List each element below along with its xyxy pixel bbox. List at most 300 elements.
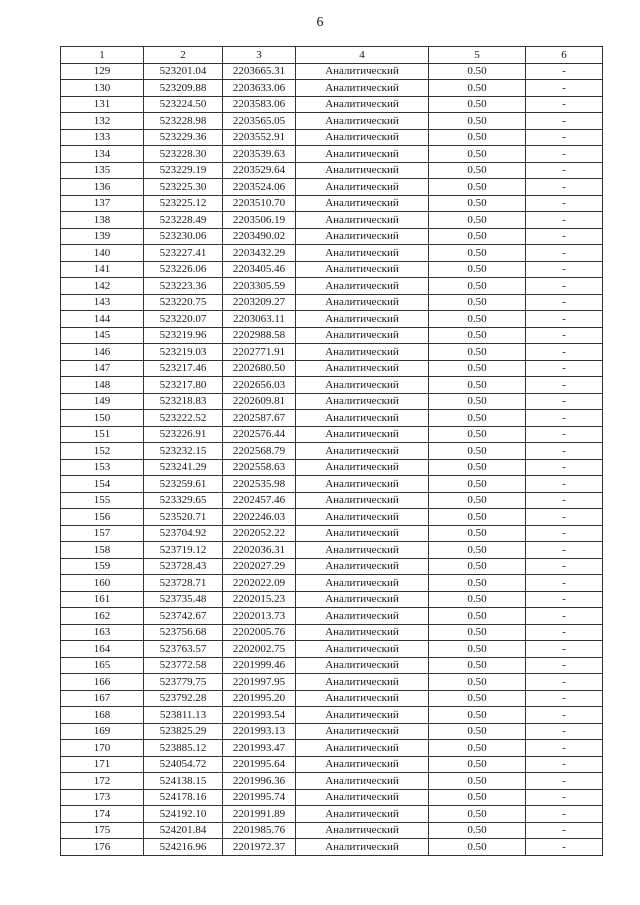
cell-accuracy: 0.50 <box>429 459 526 476</box>
cell-x-coordinate: 523763.57 <box>144 641 223 658</box>
cell-note: - <box>526 245 603 262</box>
cell-y-coordinate: 2201995.20 <box>223 690 296 707</box>
cell-method: Аналитический <box>296 690 429 707</box>
cell-y-coordinate: 2202576.44 <box>223 426 296 443</box>
cell-x-coordinate: 523229.19 <box>144 162 223 179</box>
table-row <box>61 542 603 559</box>
table-row <box>61 311 603 328</box>
cell-point-number: 150 <box>61 410 144 427</box>
table-row <box>61 591 603 608</box>
cell-method: Аналитический <box>296 591 429 608</box>
cell-x-coordinate: 523201.04 <box>144 63 223 80</box>
cell-method: Аналитический <box>296 509 429 526</box>
table-row <box>61 195 603 212</box>
column-header-3: 3 <box>223 47 296 64</box>
cell-x-coordinate: 523229.36 <box>144 129 223 146</box>
cell-note: - <box>526 542 603 559</box>
cell-method: Аналитический <box>296 426 429 443</box>
cell-accuracy: 0.50 <box>429 162 526 179</box>
cell-x-coordinate: 523728.43 <box>144 558 223 575</box>
table-row <box>61 245 603 262</box>
cell-note: - <box>526 377 603 394</box>
cell-note: - <box>526 96 603 113</box>
cell-point-number: 165 <box>61 657 144 674</box>
cell-note: - <box>526 674 603 691</box>
cell-method: Аналитический <box>296 245 429 262</box>
table-row <box>61 839 603 856</box>
table-body <box>61 63 603 855</box>
cell-accuracy: 0.50 <box>429 311 526 328</box>
table-row <box>61 773 603 790</box>
cell-y-coordinate: 2202609.81 <box>223 393 296 410</box>
cell-x-coordinate: 523219.96 <box>144 327 223 344</box>
cell-accuracy: 0.50 <box>429 327 526 344</box>
cell-x-coordinate: 523259.61 <box>144 476 223 493</box>
cell-note: - <box>526 789 603 806</box>
cell-accuracy: 0.50 <box>429 839 526 856</box>
cell-accuracy: 0.50 <box>429 789 526 806</box>
cell-method: Аналитический <box>296 789 429 806</box>
cell-x-coordinate: 523220.07 <box>144 311 223 328</box>
cell-accuracy: 0.50 <box>429 96 526 113</box>
cell-method: Аналитический <box>296 773 429 790</box>
table-row <box>61 723 603 740</box>
cell-y-coordinate: 2203506.19 <box>223 212 296 229</box>
cell-note: - <box>526 773 603 790</box>
cell-point-number: 161 <box>61 591 144 608</box>
cell-note: - <box>526 558 603 575</box>
cell-y-coordinate: 2202988.58 <box>223 327 296 344</box>
table-row <box>61 212 603 229</box>
column-header-2: 2 <box>144 47 223 64</box>
cell-note: - <box>526 327 603 344</box>
cell-x-coordinate: 523241.29 <box>144 459 223 476</box>
cell-x-coordinate: 524054.72 <box>144 756 223 773</box>
cell-point-number: 156 <box>61 509 144 526</box>
cell-point-number: 162 <box>61 608 144 625</box>
cell-y-coordinate: 2202680.50 <box>223 360 296 377</box>
cell-accuracy: 0.50 <box>429 410 526 427</box>
cell-accuracy: 0.50 <box>429 63 526 80</box>
cell-x-coordinate: 523735.48 <box>144 591 223 608</box>
cell-method: Аналитический <box>296 674 429 691</box>
table-row <box>61 360 603 377</box>
cell-method: Аналитический <box>296 459 429 476</box>
cell-method: Аналитический <box>296 476 429 493</box>
cell-point-number: 132 <box>61 113 144 130</box>
cell-method: Аналитический <box>296 806 429 823</box>
cell-accuracy: 0.50 <box>429 756 526 773</box>
cell-y-coordinate: 2201999.46 <box>223 657 296 674</box>
cell-method: Аналитический <box>296 707 429 724</box>
table-row <box>61 492 603 509</box>
table-row <box>61 756 603 773</box>
cell-y-coordinate: 2202013.73 <box>223 608 296 625</box>
cell-method: Аналитический <box>296 360 429 377</box>
cell-method: Аналитический <box>296 113 429 130</box>
cell-point-number: 143 <box>61 294 144 311</box>
cell-y-coordinate: 2201985.76 <box>223 822 296 839</box>
cell-note: - <box>526 641 603 658</box>
cell-y-coordinate: 2201997.95 <box>223 674 296 691</box>
cell-y-coordinate: 2202558.63 <box>223 459 296 476</box>
table-row <box>61 327 603 344</box>
cell-note: - <box>526 723 603 740</box>
cell-method: Аналитический <box>296 80 429 97</box>
cell-y-coordinate: 2201996.36 <box>223 773 296 790</box>
cell-y-coordinate: 2203432.29 <box>223 245 296 262</box>
cell-y-coordinate: 2202015.23 <box>223 591 296 608</box>
table-row <box>61 162 603 179</box>
cell-x-coordinate: 523220.75 <box>144 294 223 311</box>
cell-point-number: 164 <box>61 641 144 658</box>
table-row <box>61 146 603 163</box>
cell-y-coordinate: 2201993.54 <box>223 707 296 724</box>
cell-accuracy: 0.50 <box>429 740 526 757</box>
cell-accuracy: 0.50 <box>429 575 526 592</box>
table-row <box>61 459 603 476</box>
cell-y-coordinate: 2203633.06 <box>223 80 296 97</box>
table-row <box>61 789 603 806</box>
table-row <box>61 261 603 278</box>
cell-method: Аналитический <box>296 740 429 757</box>
cell-method: Аналитический <box>296 261 429 278</box>
cell-y-coordinate: 2202535.98 <box>223 476 296 493</box>
cell-note: - <box>526 492 603 509</box>
cell-y-coordinate: 2203539.63 <box>223 146 296 163</box>
column-header-6: 6 <box>526 47 603 64</box>
cell-x-coordinate: 523772.58 <box>144 657 223 674</box>
cell-x-coordinate: 523704.92 <box>144 525 223 542</box>
cell-note: - <box>526 393 603 410</box>
cell-x-coordinate: 524138.15 <box>144 773 223 790</box>
cell-point-number: 155 <box>61 492 144 509</box>
cell-y-coordinate: 2202052.22 <box>223 525 296 542</box>
cell-point-number: 136 <box>61 179 144 196</box>
table-row <box>61 228 603 245</box>
cell-note: - <box>526 740 603 757</box>
cell-accuracy: 0.50 <box>429 278 526 295</box>
cell-point-number: 146 <box>61 344 144 361</box>
table-row <box>61 624 603 641</box>
cell-method: Аналитический <box>296 525 429 542</box>
table-row <box>61 393 603 410</box>
cell-note: - <box>526 311 603 328</box>
cell-y-coordinate: 2203510.70 <box>223 195 296 212</box>
cell-x-coordinate: 523218.83 <box>144 393 223 410</box>
cell-method: Аналитический <box>296 492 429 509</box>
cell-note: - <box>526 80 603 97</box>
cell-point-number: 147 <box>61 360 144 377</box>
cell-accuracy: 0.50 <box>429 492 526 509</box>
cell-point-number: 174 <box>61 806 144 823</box>
table-row <box>61 525 603 542</box>
cell-note: - <box>526 228 603 245</box>
cell-x-coordinate: 523219.03 <box>144 344 223 361</box>
table-row <box>61 806 603 823</box>
cell-note: - <box>526 608 603 625</box>
cell-x-coordinate: 523825.29 <box>144 723 223 740</box>
cell-point-number: 173 <box>61 789 144 806</box>
cell-accuracy: 0.50 <box>429 591 526 608</box>
cell-method: Аналитический <box>296 63 429 80</box>
table-row <box>61 674 603 691</box>
cell-method: Аналитический <box>296 575 429 592</box>
cell-point-number: 169 <box>61 723 144 740</box>
cell-method: Аналитический <box>296 608 429 625</box>
cell-accuracy: 0.50 <box>429 558 526 575</box>
cell-note: - <box>526 179 603 196</box>
cell-note: - <box>526 129 603 146</box>
cell-accuracy: 0.50 <box>429 212 526 229</box>
cell-method: Аналитический <box>296 327 429 344</box>
cell-method: Аналитический <box>296 393 429 410</box>
cell-accuracy: 0.50 <box>429 261 526 278</box>
cell-note: - <box>526 806 603 823</box>
cell-x-coordinate: 523217.80 <box>144 377 223 394</box>
cell-note: - <box>526 476 603 493</box>
cell-note: - <box>526 63 603 80</box>
cell-y-coordinate: 2203524.06 <box>223 179 296 196</box>
cell-note: - <box>526 690 603 707</box>
cell-x-coordinate: 524201.84 <box>144 822 223 839</box>
cell-x-coordinate: 523223.36 <box>144 278 223 295</box>
cell-y-coordinate: 2203405.46 <box>223 261 296 278</box>
cell-x-coordinate: 523779.75 <box>144 674 223 691</box>
cell-accuracy: 0.50 <box>429 129 526 146</box>
cell-accuracy: 0.50 <box>429 525 526 542</box>
cell-accuracy: 0.50 <box>429 690 526 707</box>
cell-note: - <box>526 426 603 443</box>
cell-y-coordinate: 2202587.67 <box>223 410 296 427</box>
column-header-4: 4 <box>296 47 429 64</box>
cell-note: - <box>526 525 603 542</box>
cell-y-coordinate: 2201991.89 <box>223 806 296 823</box>
cell-point-number: 141 <box>61 261 144 278</box>
cell-x-coordinate: 523719.12 <box>144 542 223 559</box>
table-row <box>61 476 603 493</box>
cell-note: - <box>526 294 603 311</box>
coordinates-table <box>60 46 603 856</box>
cell-y-coordinate: 2202656.03 <box>223 377 296 394</box>
cell-note: - <box>526 113 603 130</box>
cell-y-coordinate: 2203063.11 <box>223 311 296 328</box>
cell-x-coordinate: 523225.30 <box>144 179 223 196</box>
cell-point-number: 171 <box>61 756 144 773</box>
cell-y-coordinate: 2203565.05 <box>223 113 296 130</box>
cell-note: - <box>526 278 603 295</box>
cell-method: Аналитический <box>296 311 429 328</box>
cell-method: Аналитический <box>296 756 429 773</box>
cell-accuracy: 0.50 <box>429 624 526 641</box>
cell-accuracy: 0.50 <box>429 542 526 559</box>
cell-note: - <box>526 146 603 163</box>
cell-accuracy: 0.50 <box>429 360 526 377</box>
table-row <box>61 179 603 196</box>
cell-note: - <box>526 212 603 229</box>
cell-accuracy: 0.50 <box>429 245 526 262</box>
cell-method: Аналитический <box>296 162 429 179</box>
cell-y-coordinate: 2201995.64 <box>223 756 296 773</box>
table-row <box>61 740 603 757</box>
cell-accuracy: 0.50 <box>429 608 526 625</box>
cell-note: - <box>526 360 603 377</box>
table-header-row <box>61 47 603 64</box>
cell-x-coordinate: 523230.06 <box>144 228 223 245</box>
cell-x-coordinate: 523811.13 <box>144 707 223 724</box>
table-row <box>61 344 603 361</box>
cell-point-number: 166 <box>61 674 144 691</box>
cell-point-number: 157 <box>61 525 144 542</box>
cell-accuracy: 0.50 <box>429 344 526 361</box>
cell-method: Аналитический <box>296 228 429 245</box>
cell-accuracy: 0.50 <box>429 641 526 658</box>
cell-method: Аналитический <box>296 443 429 460</box>
cell-x-coordinate: 523742.67 <box>144 608 223 625</box>
cell-accuracy: 0.50 <box>429 228 526 245</box>
cell-method: Аналитический <box>296 558 429 575</box>
cell-method: Аналитический <box>296 641 429 658</box>
cell-method: Аналитический <box>296 624 429 641</box>
cell-accuracy: 0.50 <box>429 509 526 526</box>
cell-method: Аналитический <box>296 96 429 113</box>
cell-method: Аналитический <box>296 195 429 212</box>
cell-y-coordinate: 2202246.03 <box>223 509 296 526</box>
cell-y-coordinate: 2203552.91 <box>223 129 296 146</box>
cell-x-coordinate: 523227.41 <box>144 245 223 262</box>
cell-accuracy: 0.50 <box>429 195 526 212</box>
cell-note: - <box>526 624 603 641</box>
cell-accuracy: 0.50 <box>429 773 526 790</box>
cell-accuracy: 0.50 <box>429 822 526 839</box>
cell-method: Аналитический <box>296 410 429 427</box>
cell-method: Аналитический <box>296 146 429 163</box>
cell-y-coordinate: 2203529.64 <box>223 162 296 179</box>
table-row <box>61 113 603 130</box>
cell-y-coordinate: 2202005.76 <box>223 624 296 641</box>
column-header-1: 1 <box>61 47 144 64</box>
cell-point-number: 140 <box>61 245 144 262</box>
cell-point-number: 129 <box>61 63 144 80</box>
cell-y-coordinate: 2201972.37 <box>223 839 296 856</box>
cell-y-coordinate: 2203665.31 <box>223 63 296 80</box>
cell-x-coordinate: 523885.12 <box>144 740 223 757</box>
cell-x-coordinate: 523756.68 <box>144 624 223 641</box>
cell-y-coordinate: 2201995.74 <box>223 789 296 806</box>
cell-point-number: 153 <box>61 459 144 476</box>
cell-point-number: 176 <box>61 839 144 856</box>
cell-point-number: 170 <box>61 740 144 757</box>
cell-method: Аналитический <box>296 129 429 146</box>
cell-method: Аналитический <box>296 822 429 839</box>
cell-method: Аналитический <box>296 212 429 229</box>
table-row <box>61 410 603 427</box>
cell-x-coordinate: 523228.98 <box>144 113 223 130</box>
cell-x-coordinate: 523224.50 <box>144 96 223 113</box>
cell-y-coordinate: 2201993.13 <box>223 723 296 740</box>
cell-point-number: 163 <box>61 624 144 641</box>
cell-x-coordinate: 523209.88 <box>144 80 223 97</box>
cell-y-coordinate: 2202027.29 <box>223 558 296 575</box>
cell-point-number: 134 <box>61 146 144 163</box>
cell-accuracy: 0.50 <box>429 377 526 394</box>
cell-accuracy: 0.50 <box>429 476 526 493</box>
cell-note: - <box>526 410 603 427</box>
cell-x-coordinate: 523225.12 <box>144 195 223 212</box>
cell-note: - <box>526 575 603 592</box>
cell-accuracy: 0.50 <box>429 294 526 311</box>
cell-method: Аналитический <box>296 542 429 559</box>
cell-point-number: 139 <box>61 228 144 245</box>
cell-point-number: 130 <box>61 80 144 97</box>
cell-x-coordinate: 524216.96 <box>144 839 223 856</box>
cell-method: Аналитический <box>296 723 429 740</box>
cell-y-coordinate: 2202002.75 <box>223 641 296 658</box>
cell-point-number: 133 <box>61 129 144 146</box>
cell-accuracy: 0.50 <box>429 80 526 97</box>
table-row <box>61 509 603 526</box>
cell-y-coordinate: 2201993.47 <box>223 740 296 757</box>
cell-point-number: 137 <box>61 195 144 212</box>
table-row <box>61 129 603 146</box>
cell-accuracy: 0.50 <box>429 426 526 443</box>
cell-note: - <box>526 839 603 856</box>
cell-x-coordinate: 523520.71 <box>144 509 223 526</box>
cell-accuracy: 0.50 <box>429 113 526 130</box>
cell-accuracy: 0.50 <box>429 806 526 823</box>
cell-method: Аналитический <box>296 839 429 856</box>
cell-point-number: 154 <box>61 476 144 493</box>
cell-method: Аналитический <box>296 278 429 295</box>
cell-point-number: 159 <box>61 558 144 575</box>
cell-y-coordinate: 2202568.79 <box>223 443 296 460</box>
cell-point-number: 158 <box>61 542 144 559</box>
cell-point-number: 144 <box>61 311 144 328</box>
cell-x-coordinate: 523228.30 <box>144 146 223 163</box>
cell-point-number: 151 <box>61 426 144 443</box>
table-row <box>61 377 603 394</box>
table-row <box>61 558 603 575</box>
cell-accuracy: 0.50 <box>429 146 526 163</box>
cell-x-coordinate: 523228.49 <box>144 212 223 229</box>
cell-x-coordinate: 523226.06 <box>144 261 223 278</box>
cell-point-number: 145 <box>61 327 144 344</box>
cell-point-number: 149 <box>61 393 144 410</box>
cell-point-number: 138 <box>61 212 144 229</box>
cell-point-number: 160 <box>61 575 144 592</box>
cell-x-coordinate: 523226.91 <box>144 426 223 443</box>
table-row <box>61 278 603 295</box>
table-row <box>61 96 603 113</box>
cell-point-number: 131 <box>61 96 144 113</box>
table-row <box>61 657 603 674</box>
cell-point-number: 167 <box>61 690 144 707</box>
cell-accuracy: 0.50 <box>429 179 526 196</box>
cell-x-coordinate: 523232.15 <box>144 443 223 460</box>
cell-x-coordinate: 523217.46 <box>144 360 223 377</box>
table-row <box>61 426 603 443</box>
table-row <box>61 822 603 839</box>
cell-method: Аналитический <box>296 344 429 361</box>
table-row <box>61 294 603 311</box>
cell-method: Аналитический <box>296 657 429 674</box>
cell-point-number: 175 <box>61 822 144 839</box>
cell-note: - <box>526 657 603 674</box>
cell-accuracy: 0.50 <box>429 443 526 460</box>
cell-y-coordinate: 2202771.91 <box>223 344 296 361</box>
table-row <box>61 63 603 80</box>
cell-x-coordinate: 523728.71 <box>144 575 223 592</box>
